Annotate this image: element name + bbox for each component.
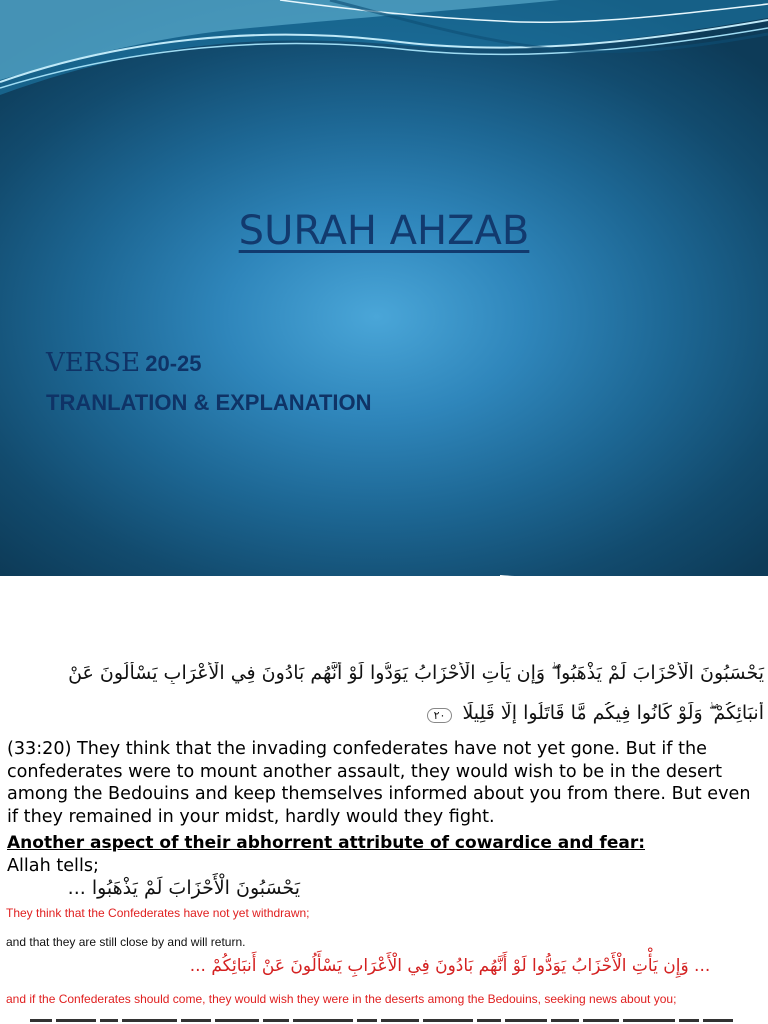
allah-tells-label: Allah tells;	[7, 856, 99, 876]
aspect-heading: Another aspect of their abhorrent attribute of cowardice and fear:	[7, 833, 646, 853]
tafsir-note-2: and that they are still close by and will return.	[6, 935, 246, 949]
arabic-verse-line-2-text: أَنبَائِكُمْ ۖ وَلَوْ كَانُوا فِيكُم مَّا قَاتَلُوا إِلَّا قَلِيلًا	[462, 702, 764, 724]
tafsir-note-1: They think that the Confederates have not yet withdrawn;	[6, 906, 310, 920]
cut-off-text-line	[30, 1019, 768, 1024]
arabic-quote-1: يَحْسَبُونَ الْأَحْزَابَ لَمْ يَذْهَبُوا ...	[67, 877, 300, 899]
slide-title: SURAH AHZAB	[238, 208, 530, 254]
arabic-quote-2: ... وَإِن يَأْتِ الْأَحْزَابُ يَوَدُّوا لَوْ أَنَّهُم بَادُونَ فِي الْأَعْرَابِ يَسْأَلُونَ عَنْ أَنبَائِكُمْ ...	[189, 956, 711, 976]
verse-word: VERSE	[46, 348, 141, 378]
verse-range	[46, 348, 202, 378]
slide-subtitle: TRANLATION & EXPLANATION	[46, 390, 372, 415]
ayah-number-marker: ٢٠	[427, 708, 453, 723]
tafsir-note-3: and if the Confederates should come, they would wish they were in the deserts among the Bedouins, seeking news about you;	[6, 992, 677, 1006]
arabic-verse-line-1: يَحْسَبُونَ الْأَحْزَابَ لَمْ يَذْهَبُوا ۖ وَإِن يَأْتِ الْأَحْزَابُ يَوَدُّوا لَوْ أَنَّهُم بَادُونَ فِي الْأَعْرَابِ يَسْأَلُونَ عَنْ	[68, 662, 764, 684]
top-wave-decoration	[0, 0, 768, 120]
bottom-wave-decoration	[0, 566, 768, 576]
verse-translation: (33:20) They think that the invading confederates have not yet gone. But if the confederates were to mount another assault, they would wish to be in the desert among the Bedouins and keep themselves informed about you from there. But even if they remained in your midst, hardly would they fight.	[7, 739, 751, 827]
verse-numbers: 20-25	[145, 351, 202, 376]
arabic-verse-line-2	[0, 702, 768, 724]
